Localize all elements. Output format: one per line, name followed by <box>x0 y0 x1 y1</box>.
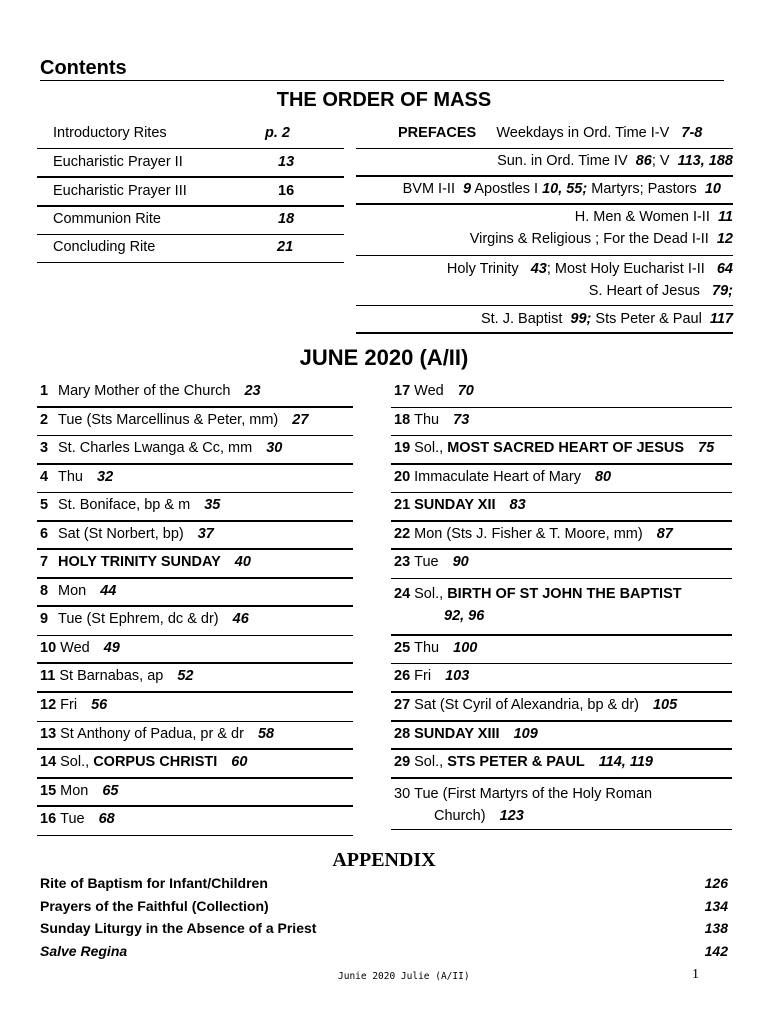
mass-item-page: 16 <box>278 183 295 199</box>
day-page: 114, 119 <box>598 754 653 770</box>
day-label: Tue (St Ephrem, dc & dr) <box>58 611 219 627</box>
day-number: 7 <box>40 554 49 570</box>
appendix-page: 138 <box>704 920 728 936</box>
day-number: 21 <box>394 497 411 513</box>
appendix-item <box>40 875 728 897</box>
day-text <box>40 726 274 742</box>
day-row <box>391 779 732 830</box>
day-number: 19 <box>394 440 411 456</box>
prefaces-page: 117 <box>709 311 733 327</box>
day-label: Tue (First Martyrs of the Holy Roman <box>414 786 653 802</box>
mass-item-label: Introductory Rites <box>53 125 167 141</box>
day-page: 60 <box>231 754 248 770</box>
page-number: 1 <box>692 967 699 982</box>
day-text <box>40 497 220 513</box>
mass-item-label: Eucharistic Prayer II <box>53 154 183 170</box>
day-solemnity: BIRTH OF ST JOHN THE BAPTIST <box>447 586 682 602</box>
day-row <box>37 664 353 693</box>
mass-item-page: 18 <box>278 211 295 227</box>
day-text <box>394 668 469 684</box>
day-page: 103 <box>445 668 470 684</box>
day-text <box>394 440 714 456</box>
day-row <box>37 550 353 579</box>
mass-item-page: 13 <box>278 154 295 170</box>
contents-title: Contents <box>40 57 127 79</box>
day-page: 49 <box>103 640 120 656</box>
day-number: 12 <box>40 697 57 713</box>
prefaces-text: ; Most Holy Eucharist I-II <box>546 261 705 277</box>
day-number: 14 <box>40 754 57 770</box>
day-page: 109 <box>513 726 538 742</box>
day-row <box>37 522 353 550</box>
day-text <box>40 668 193 684</box>
day-label: Immaculate Heart of Mary <box>414 469 581 485</box>
prefaces-page: 10 <box>704 181 721 197</box>
day-label: Sol., <box>414 440 444 456</box>
prefaces-page: 12 <box>716 231 733 247</box>
prefaces-text: BVM I-II <box>402 181 455 197</box>
day-row <box>391 436 732 465</box>
prefaces-row-5 <box>356 258 733 306</box>
day-label: Mon <box>60 783 89 799</box>
day-row <box>37 607 353 636</box>
day-row <box>391 550 732 579</box>
day-label: Mary Mother of the Church <box>58 383 231 399</box>
mass-item-communion-rite <box>37 207 344 235</box>
day-number: 23 <box>394 554 411 570</box>
day-page: 73 <box>453 412 470 428</box>
day-label: Thu <box>414 640 440 656</box>
day-text <box>40 783 119 799</box>
day-number: 1 <box>40 383 49 399</box>
day-label: Wed <box>414 383 444 399</box>
prefaces-weekdays: Weekdays in Ord. Time I-V <box>496 125 670 141</box>
day-number: 18 <box>394 412 411 428</box>
day-row <box>391 408 732 436</box>
day-text <box>394 583 682 627</box>
day-label: Sol., <box>414 586 444 602</box>
day-label: Sat (St Norbert, bp) <box>58 526 184 542</box>
day-text <box>40 697 107 713</box>
prefaces-page: 64 <box>716 261 733 277</box>
appendix-page: 142 <box>704 942 728 959</box>
day-text <box>40 383 261 399</box>
prefaces-text: St. J. Baptist <box>480 311 563 327</box>
day-solemnity: STS PETER & PAUL <box>447 754 585 770</box>
prefaces-page: 113, 188 <box>677 153 733 169</box>
day-text <box>40 526 214 542</box>
day-row <box>391 750 732 779</box>
mass-item-eucharistic-prayer-2 <box>37 150 344 178</box>
day-label: St. Charles Lwanga & Cc, mm <box>58 440 253 456</box>
prefaces-text: Apostles I <box>474 181 539 197</box>
prefaces-label: PREFACES <box>398 125 477 141</box>
day-label: SUNDAY XII <box>414 497 496 513</box>
day-text <box>40 412 308 428</box>
day-page: 58 <box>257 726 275 742</box>
prefaces-text: Sun. in Ord. Time IV <box>497 153 628 169</box>
prefaces-page: 99; <box>570 311 592 327</box>
day-row <box>391 493 732 522</box>
day-label: St Barnabas, ap <box>59 668 164 684</box>
day-solemnity: MOST SACRED HEART OF JESUS <box>447 440 685 456</box>
day-page: 27 <box>292 412 309 428</box>
day-number: 28 <box>394 726 411 742</box>
mass-item-label: Concluding Rite <box>53 239 156 255</box>
day-label: Sol., <box>60 754 90 770</box>
day-label: Sol., <box>414 754 444 770</box>
day-page: 100 <box>453 640 478 656</box>
mass-item-label: Communion Rite <box>53 211 161 227</box>
day-page: 75 <box>698 440 715 456</box>
day-label: Mon <box>58 583 87 599</box>
day-label: Thu <box>414 412 440 428</box>
prefaces-page: 86 <box>635 153 652 169</box>
day-number: 27 <box>394 697 411 713</box>
day-number: 24 <box>394 586 411 602</box>
day-row <box>37 379 353 408</box>
day-text <box>40 811 115 827</box>
day-page: 40 <box>234 554 251 570</box>
day-text <box>394 383 474 399</box>
day-number: 30 <box>394 786 411 802</box>
day-row <box>37 636 353 664</box>
prefaces-page: 10, 55; <box>542 181 588 197</box>
appendix-label: Rite of Baptism for Infant/Children <box>40 875 268 891</box>
day-page: 23 <box>244 383 261 399</box>
day-solemnity: CORPUS CHRISTI <box>93 754 218 770</box>
prefaces-row-6 <box>356 308 733 334</box>
day-text <box>40 440 282 456</box>
day-row <box>37 579 353 607</box>
mass-item-label: Eucharistic Prayer III <box>53 183 187 199</box>
appendix-item <box>40 920 728 942</box>
day-page: 65 <box>102 783 119 799</box>
day-text <box>394 640 477 656</box>
contents-header <box>40 56 724 81</box>
day-label: Mon (Sts J. Fisher & T. Moore, mm) <box>414 526 643 542</box>
day-number: 8 <box>40 583 49 599</box>
day-number: 10 <box>40 640 57 656</box>
day-page: 123 <box>499 808 524 824</box>
day-text <box>40 640 120 656</box>
day-number: 13 <box>40 726 57 742</box>
mass-item-eucharistic-prayer-3 <box>37 179 344 207</box>
day-number: 15 <box>40 783 57 799</box>
prefaces-row-4 <box>356 206 733 256</box>
appendix-label: Prayers of the Faithful (Collection) <box>40 897 269 914</box>
day-text <box>394 469 611 485</box>
appendix-item <box>40 943 728 965</box>
day-page: 37 <box>197 526 214 542</box>
day-label: St. Boniface, bp & m <box>58 497 191 513</box>
day-text <box>40 754 247 770</box>
day-label: St Anthony of Padua, pr & dr <box>60 726 244 742</box>
mass-item-concluding-rite <box>37 235 344 263</box>
day-text <box>394 754 653 770</box>
day-row <box>391 579 732 636</box>
day-row <box>37 465 353 493</box>
day-label-cont: Church) <box>434 808 486 824</box>
mass-item-introductory-rites <box>37 121 344 149</box>
prefaces-text: S. Heart of Jesus <box>588 283 700 299</box>
day-row <box>391 465 732 493</box>
day-number: 4 <box>40 469 49 485</box>
day-row <box>391 722 732 750</box>
appendix-label: Salve Regina <box>40 942 128 959</box>
prefaces-text: Sts Peter & Paul <box>595 311 702 327</box>
day-page: 83 <box>509 497 526 513</box>
day-text <box>40 554 251 570</box>
day-number: 29 <box>394 754 411 770</box>
day-number: 26 <box>394 668 411 684</box>
prefaces-page: 43 <box>530 261 547 277</box>
prefaces-text: Virgins & Religious ; For the Dead I-II <box>469 231 709 247</box>
prefaces-text: ; V <box>651 153 670 169</box>
day-page: 80 <box>594 469 612 485</box>
day-page: 70 <box>457 383 474 399</box>
prefaces-row-1 <box>356 122 733 149</box>
day-page: 87 <box>656 526 673 542</box>
day-row <box>391 636 732 664</box>
day-row <box>37 436 353 465</box>
footer-text: Junie 2020 Julie (A/II) <box>338 971 470 982</box>
day-row <box>391 379 732 408</box>
june-title: JUNE 2020 (A/II) <box>299 345 469 370</box>
prefaces-text: Martyrs; Pastors <box>591 181 697 197</box>
day-page: 52 <box>177 668 194 684</box>
day-label: SUNDAY XIII <box>414 726 500 742</box>
order-of-mass-title: THE ORDER OF MASS <box>276 89 492 111</box>
day-row <box>37 779 353 807</box>
appendix-label: Sunday Liturgy in the Absence of a Priest <box>40 920 317 936</box>
day-row <box>37 693 353 722</box>
day-row <box>391 522 732 550</box>
mass-item-page: 21 <box>277 239 294 255</box>
day-number: 17 <box>394 383 411 399</box>
day-row <box>37 807 353 836</box>
appendix-page: 126 <box>704 875 728 891</box>
day-label: Fri <box>60 697 78 713</box>
day-page: 30 <box>266 440 283 456</box>
day-label: Sat (St Cyril of Alexandria, bp & dr) <box>414 697 639 713</box>
day-text <box>40 611 249 627</box>
day-text <box>40 469 113 485</box>
prefaces-page: 11 <box>717 209 733 225</box>
day-label: Thu <box>58 469 83 485</box>
day-page: 105 <box>652 697 678 713</box>
day-row <box>391 693 732 722</box>
day-page: 35 <box>204 497 221 513</box>
day-page: 68 <box>98 811 115 827</box>
day-row <box>37 493 353 522</box>
day-label: Tue <box>414 554 439 570</box>
prefaces-page: 79; <box>712 283 733 299</box>
day-number: 11 <box>40 668 56 684</box>
appendix-title: APPENDIX <box>332 849 436 871</box>
prefaces-page: 7-8 <box>681 125 703 141</box>
day-number: 6 <box>40 526 49 542</box>
day-number: 5 <box>40 497 49 513</box>
prefaces-text: H. Men & Women I-II <box>574 209 710 225</box>
day-page: 56 <box>91 697 108 713</box>
day-text <box>40 583 116 599</box>
day-page: 92, 96 <box>444 608 485 624</box>
day-number: 20 <box>394 469 411 485</box>
day-number: 3 <box>40 440 49 456</box>
day-number: 25 <box>394 640 411 656</box>
prefaces-row-3 <box>356 178 733 205</box>
prefaces-page: 9 <box>463 181 472 197</box>
day-label: Tue (Sts Marcellinus & Peter, mm) <box>58 412 279 428</box>
day-row <box>391 664 732 693</box>
day-label: Tue <box>60 811 85 827</box>
day-label: Wed <box>60 640 90 656</box>
day-page: 90 <box>452 554 469 570</box>
day-text <box>394 726 538 742</box>
day-page: 44 <box>100 583 117 599</box>
prefaces-row-2 <box>356 150 733 177</box>
day-label: HOLY TRINITY SUNDAY <box>58 554 221 570</box>
day-number: 2 <box>40 412 49 428</box>
day-text <box>394 554 469 570</box>
day-text <box>394 783 652 827</box>
day-number: 22 <box>394 526 411 542</box>
day-row <box>37 722 353 750</box>
day-row <box>37 750 353 779</box>
day-label: Fri <box>414 668 432 684</box>
mass-item-page: p. 2 <box>265 125 290 141</box>
appendix-item <box>40 898 728 920</box>
day-text <box>394 497 526 513</box>
day-text <box>394 412 469 428</box>
day-number: 16 <box>40 811 57 827</box>
day-number: 9 <box>40 611 49 627</box>
day-text <box>394 526 673 542</box>
prefaces-text: Holy Trinity <box>446 261 519 277</box>
day-row <box>37 408 353 436</box>
day-page: 46 <box>232 611 249 627</box>
appendix-page: 134 <box>704 897 728 914</box>
day-page: 32 <box>97 469 114 485</box>
day-text <box>394 697 677 713</box>
